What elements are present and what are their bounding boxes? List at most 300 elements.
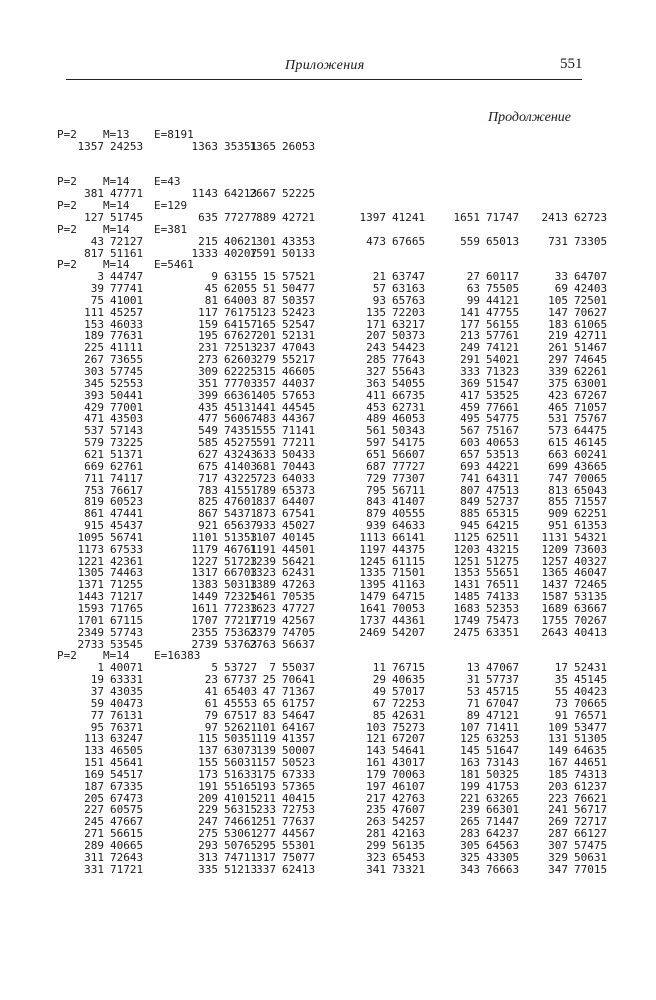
exponent-value: 297 [548,353,568,367]
exponent-value: 209 [198,791,218,805]
polynomial-octal: 71411 [486,720,520,734]
exponent-value: 341 [366,862,386,876]
polynomial-octal: 43353 [282,234,316,248]
polynomial-octal: 61353 [574,519,608,533]
polynomial-octal: 67737 [224,673,258,687]
exponent-value: 1173 [77,542,104,556]
polynomial-octal: 62603 [224,353,258,367]
polynomial-octal: 53061 [224,827,258,841]
polynomial-octal: 50373 [392,329,426,343]
exponent-value: 2667 [249,187,276,201]
polynomial-octal: 51547 [486,376,520,390]
polynomial-octal: 74711 [224,850,258,864]
polynomial-octal: 51305 [574,732,608,746]
exponent-value: 245 [84,815,104,829]
exponent-value: 149 [548,744,568,758]
polynomial-octal: 64157 [224,317,258,331]
polynomial-octal: 76617 [110,483,144,497]
polynomial-octal: 60117 [486,270,520,284]
polynomial-octal: 54641 [392,744,426,758]
polynomial-octal: 73321 [392,862,426,876]
polynomial-octal: 63155 [224,270,258,284]
polynomial-octal: 52621 [224,720,258,734]
exponent-value: 247 [198,815,218,829]
exponent-value: 207 [366,329,386,343]
exponent-value: 813 [548,483,568,497]
exponent-value: 161 [366,756,386,770]
exponent-value: 53 [466,684,480,698]
polynomial-octal: 45275 [224,436,258,450]
exponent-value: 59 [90,696,104,710]
polynomial-octal: 40327 [574,554,608,568]
exponent-value: 203 [548,779,568,793]
polynomial-octal: 60241 [574,447,608,461]
exponent-value: 191 [198,779,218,793]
exponent-value: 309 [198,365,218,378]
polynomial-octal: 70053 [392,602,426,615]
polynomial-octal: 43243 [224,447,258,461]
exponent-value: 169 [84,767,104,781]
exponent-value: 231 [198,341,218,355]
exponent-value: 145 [460,744,480,758]
exponent-value: 137 [198,744,218,758]
exponent-value: 921 [198,519,218,533]
polynomial-octal: 70535 [282,590,316,604]
polynomial-octal: 75767 [574,412,608,426]
exponent-value: 139 [256,744,276,758]
exponent-value: 51 [262,282,276,296]
polynomial-octal: 61115 [392,554,426,568]
polynomial-octal: 42361 [110,554,144,568]
exponent-value: 471 [84,412,104,426]
polynomial-octal: 47607 [392,803,426,817]
exponent-value: 87 [262,293,276,307]
polynomial-octal: 50441 [110,388,144,402]
section-param-e: E=8191 [154,128,194,141]
exponent-value: 657 [460,447,480,461]
polynomial-octal: 62251 [574,507,608,521]
polynomial-octal: 53135 [574,590,608,604]
exponent-value: 711 [84,471,104,485]
exponent-value: 369 [460,376,480,390]
polynomial-octal: 47667 [110,815,144,829]
polynomial-octal: 64475 [574,424,608,438]
exponent-value: 25 [262,673,276,687]
exponent-value: 167 [548,756,568,770]
exponent-value: 57 [372,282,386,296]
exponent-value: 817 [84,246,104,260]
exponent-value: 285 [366,353,386,367]
polynomial-octal: 73225 [110,436,144,450]
polynomial-octal: 40145 [282,530,316,544]
polynomial-octal: 67627 [224,329,258,343]
exponent-value: 1209 [541,542,568,556]
polynomial-octal: 46505 [110,744,144,758]
polynomial-octal: 47441 [110,507,144,521]
exponent-value: 55 [554,684,568,698]
polynomial-octal: 46033 [110,317,144,331]
exponent-value: 1749 [453,613,480,627]
exponent-value: 825 [198,495,218,509]
exponent-value: 163 [460,756,480,770]
exponent-value: 249 [460,341,480,355]
polynomial-octal: 44375 [392,542,426,556]
polynomial-octal: 57143 [110,424,144,438]
polynomial-octal: 72513 [224,341,258,355]
polynomial-octal: 52553 [110,376,144,390]
exponent-value: 945 [460,519,480,533]
polynomial-octal: 72717 [574,815,608,829]
polynomial-octal: 56711 [392,483,426,497]
polynomial-octal: 70665 [574,696,608,710]
exponent-value: 2763 [249,637,276,651]
polynomial-octal: 72501 [574,293,608,307]
polynomial-octal: 47121 [486,708,520,722]
exponent-value: 73 [554,696,568,710]
exponent-value: 933 [256,519,276,533]
section-param-e: E=43 [154,175,181,189]
exponent-value: 1333 [191,246,218,260]
exponent-value: 579 [84,436,104,450]
exponent-value: 717 [198,471,218,485]
section-param-e: E=381 [154,222,188,236]
section-param-p: P=2 [57,175,77,189]
exponent-value: 325 [460,850,480,864]
polynomial-octal: 53763 [224,637,258,651]
polynomial-octal: 70627 [574,305,608,319]
polynomial-octal: 54517 [110,767,144,781]
running-title: Приложения [285,58,365,73]
exponent-value: 295 [256,839,276,852]
polynomial-octal: 73603 [574,542,608,556]
polynomial-octal: 77211 [282,436,316,450]
exponent-value: 271 [84,827,104,841]
polynomial-octal: 67473 [110,791,144,805]
exponent-value: 1357 [77,139,104,153]
exponent-value: 269 [548,815,568,829]
exponent-value: 1179 [191,542,218,556]
polynomial-octal: 65403 [224,684,258,698]
exponent-value: 329 [548,850,568,864]
exponent-value: 181 [460,767,480,781]
exponent-value: 537 [84,424,104,438]
section-param-m: M=14 [103,199,130,213]
exponent-value: 113 [84,732,104,746]
exponent-value: 193 [256,779,276,793]
exponent-value: 885 [460,507,480,521]
polynomial-octal: 54775 [486,412,520,426]
exponent-value: 795 [366,483,386,497]
exponent-value: 2475 [453,625,480,639]
exponent-value: 63 [466,282,480,296]
polynomial-octal: 62261 [574,365,608,378]
polynomial-octal: 65315 [486,507,520,521]
polynomial-octal: 62055 [224,282,258,296]
section-param-p: P=2 [57,199,77,213]
exponent-value: 39 [90,282,104,296]
exponent-value: 1611 [191,602,218,615]
polynomial-octal: 76715 [392,661,426,675]
exponent-value: 663 [548,447,568,461]
exponent-value: 731 [548,234,568,248]
polynomial-octal: 43665 [574,459,608,473]
exponent-value: 121 [366,732,386,746]
polynomial-octal: 52225 [282,187,316,201]
polynomial-octal: 62723 [574,210,608,224]
exponent-value: 9 [211,270,218,284]
exponent-value: 693 [460,459,480,473]
exponent-value: 939 [366,519,386,533]
polynomial-octal: 56135 [392,839,426,852]
polynomial-octal: 51723 [224,554,258,568]
polynomial-octal: 43215 [486,542,520,556]
polynomial-octal: 70065 [574,471,608,485]
exponent-value: 15 [262,270,276,284]
polynomial-octal: 47755 [486,305,520,319]
exponent-value: 83 [262,708,276,722]
exponent-value: 337 [256,862,276,876]
polynomial-octal: 50325 [486,767,520,781]
polynomial-octal: 51353 [224,530,258,544]
polynomial-octal: 44747 [110,270,144,284]
exponent-value: 429 [84,400,104,414]
section-param-m: M=13 [103,128,130,141]
polynomial-octal: 74133 [486,590,520,604]
exponent-value: 573 [548,424,568,438]
exponent-value: 153 [84,317,104,331]
exponent-value: 277 [256,827,276,841]
exponent-value: 1365 [249,139,276,153]
polynomial-octal: 52131 [282,329,316,343]
exponent-value: 95 [90,720,104,734]
polynomial-octal: 70641 [282,673,316,687]
polynomial-octal: 54423 [392,341,426,355]
polynomial-octal: 63747 [392,270,426,284]
exponent-value: 789 [256,483,276,497]
exponent-value: 417 [460,388,480,402]
polynomial-octal: 50343 [392,424,426,438]
polynomial-octal: 50433 [282,447,316,461]
polynomial-octal: 55301 [282,839,316,852]
section-param-e: E=5461 [154,258,194,272]
polynomial-octal: 54055 [392,376,426,390]
polynomial-octal: 72203 [392,305,426,319]
exponent-value: 229 [198,803,218,817]
exponent-value: 177 [460,317,480,331]
exponent-value: 633 [256,447,276,461]
exponent-value: 2355 [191,625,218,639]
exponent-value: 49 [372,684,386,698]
exponent-value: 1689 [541,602,568,615]
exponent-value: 1389 [249,578,276,592]
polynomial-octal: 72127 [110,234,144,248]
section-param-m: M=14 [103,175,130,189]
polynomial-octal: 64563 [486,839,520,852]
exponent-value: 201 [256,329,276,343]
exponent-value: 267 [84,353,104,367]
exponent-value: 915 [84,519,104,533]
polynomial-octal: 42711 [574,329,608,343]
polynomial-octal: 55643 [392,365,426,378]
exponent-value: 729 [366,471,386,485]
polynomial-octal: 46761 [224,542,258,556]
polynomial-octal: 42163 [392,827,426,841]
polynomial-octal: 57521 [282,270,316,284]
polynomial-octal: 51745 [110,210,144,224]
polynomial-octal: 42403 [574,282,608,296]
exponent-value: 213 [460,329,480,343]
exponent-value: 343 [460,862,480,876]
polynomial-octal: 40653 [486,436,520,450]
exponent-value: 339 [548,365,568,378]
exponent-value: 585 [198,436,218,450]
exponent-value: 363 [366,376,386,390]
polynomial-octal: 60575 [110,803,144,817]
polynomial-octal: 44567 [282,827,316,841]
polynomial-octal: 46047 [574,566,608,580]
exponent-value: 131 [548,732,568,746]
exponent-value: 219 [548,329,568,343]
exponent-value: 23 [204,673,218,687]
exponent-value: 301 [256,234,276,248]
polynomial-octal: 51161 [110,246,144,260]
polynomial-octal: 47067 [486,661,520,675]
polynomial-octal: 74705 [282,625,316,639]
polynomial-octal: 67207 [392,732,426,746]
polynomial-octal: 52737 [486,495,520,509]
polynomial-octal: 64167 [282,720,316,734]
exponent-value: 1755 [541,613,568,627]
exponent-value: 1113 [359,530,386,544]
exponent-value: 109 [548,720,568,734]
polynomial-octal: 24253 [110,139,144,153]
exponent-value: 1 [97,661,104,675]
polynomial-octal: 43305 [486,850,520,864]
exponent-value: 951 [548,519,568,533]
polynomial-octal: 61065 [574,317,608,331]
polynomial-octal: 76511 [486,578,520,592]
section-param-p: P=2 [57,649,77,663]
polynomial-octal: 67541 [282,507,316,521]
polynomial-octal: 63001 [574,376,608,390]
exponent-value: 1737 [359,613,386,627]
polynomial-octal: 45641 [110,756,144,770]
polynomial-octal: 66301 [486,803,520,817]
exponent-value: 99 [466,293,480,307]
polynomial-octal: 72465 [574,578,608,592]
polynomial-octal: 56615 [110,827,144,841]
exponent-value: 5 [211,661,218,675]
exponent-value: 119 [256,732,276,746]
polynomial-octal: 71367 [282,684,316,698]
polynomial-octal: 56315 [224,803,258,817]
exponent-value: 1095 [77,530,104,544]
exponent-value: 189 [84,329,104,343]
exponent-value: 1305 [77,566,104,580]
polynomial-octal: 44367 [282,412,316,426]
polynomial-octal: 50351 [224,732,258,746]
polynomial-octal: 43225 [224,471,258,485]
exponent-value: 273 [198,353,218,367]
polynomial-octal: 47263 [282,578,316,592]
exponent-value: 345 [84,376,104,390]
exponent-value: 323 [366,850,386,864]
polynomial-octal: 74351 [224,424,258,438]
exponent-value: 327 [366,365,386,378]
exponent-value: 393 [84,388,104,402]
exponent-value: 179 [366,767,386,781]
polynomial-octal: 71141 [282,424,316,438]
exponent-value: 195 [198,329,218,343]
polynomial-octal: 43035 [110,684,144,698]
exponent-value: 289 [84,839,104,852]
polynomial-octal: 52431 [574,661,608,675]
polynomial-octal: 65043 [574,483,608,497]
exponent-value: 275 [198,827,218,841]
polynomial-octal: 56741 [110,530,144,544]
polynomial-octal: 74313 [574,767,608,781]
exponent-value: 465 [548,400,568,414]
exponent-value: 597 [366,436,386,450]
exponent-value: 1461 [249,590,276,604]
exponent-value: 43 [90,234,104,248]
polynomial-octal: 53525 [486,388,520,402]
polynomial-octal: 62511 [486,530,520,544]
polynomial-octal: 77637 [282,815,316,829]
polynomial-octal: 40207 [224,246,258,260]
exponent-value: 187 [84,779,104,793]
exponent-value: 615 [548,436,568,450]
polynomial-octal: 62761 [110,459,144,473]
polynomial-octal: 47771 [110,187,144,201]
exponent-value: 173 [198,767,218,781]
exponent-value: 483 [256,412,276,426]
section-param-e: E=129 [154,199,188,213]
polynomial-octal: 66141 [392,530,426,544]
polynomial-octal: 52423 [282,305,316,319]
polynomial-octal: 52353 [486,602,520,615]
exponent-value: 287 [548,827,568,841]
exponent-value: 1371 [77,578,104,592]
polynomial-octal: 41407 [392,495,426,509]
exponent-value: 19 [90,673,104,687]
exponent-value: 2643 [541,625,568,639]
exponent-value: 375 [548,376,568,390]
continuation-label: Продолжение [488,110,571,125]
exponent-value: 331 [84,862,104,876]
polynomial-octal: 76131 [110,708,144,722]
polynomial-octal: 73143 [486,756,520,770]
polynomial-octal: 67665 [392,234,426,248]
exponent-value: 11 [372,661,386,675]
polynomial-octal: 64213 [224,187,258,201]
polynomial-octal: 47043 [282,341,316,355]
exponent-value: 251 [256,815,276,829]
exponent-value: 313 [198,850,218,864]
exponent-value: 123 [256,305,276,319]
polynomial-octal: 54321 [574,530,608,544]
exponent-value: 165 [256,317,276,331]
polynomial-octal: 51467 [574,341,608,355]
polynomial-octal: 77703 [224,376,258,390]
polynomial-octal: 54207 [392,625,426,639]
exponent-value: 31 [466,673,480,687]
exponent-value: 1143 [191,187,218,201]
polynomial-octal: 63265 [486,791,520,805]
polynomial-octal: 66703 [224,566,258,580]
exponent-value: 117 [198,305,218,319]
exponent-value: 1397 [359,210,386,224]
